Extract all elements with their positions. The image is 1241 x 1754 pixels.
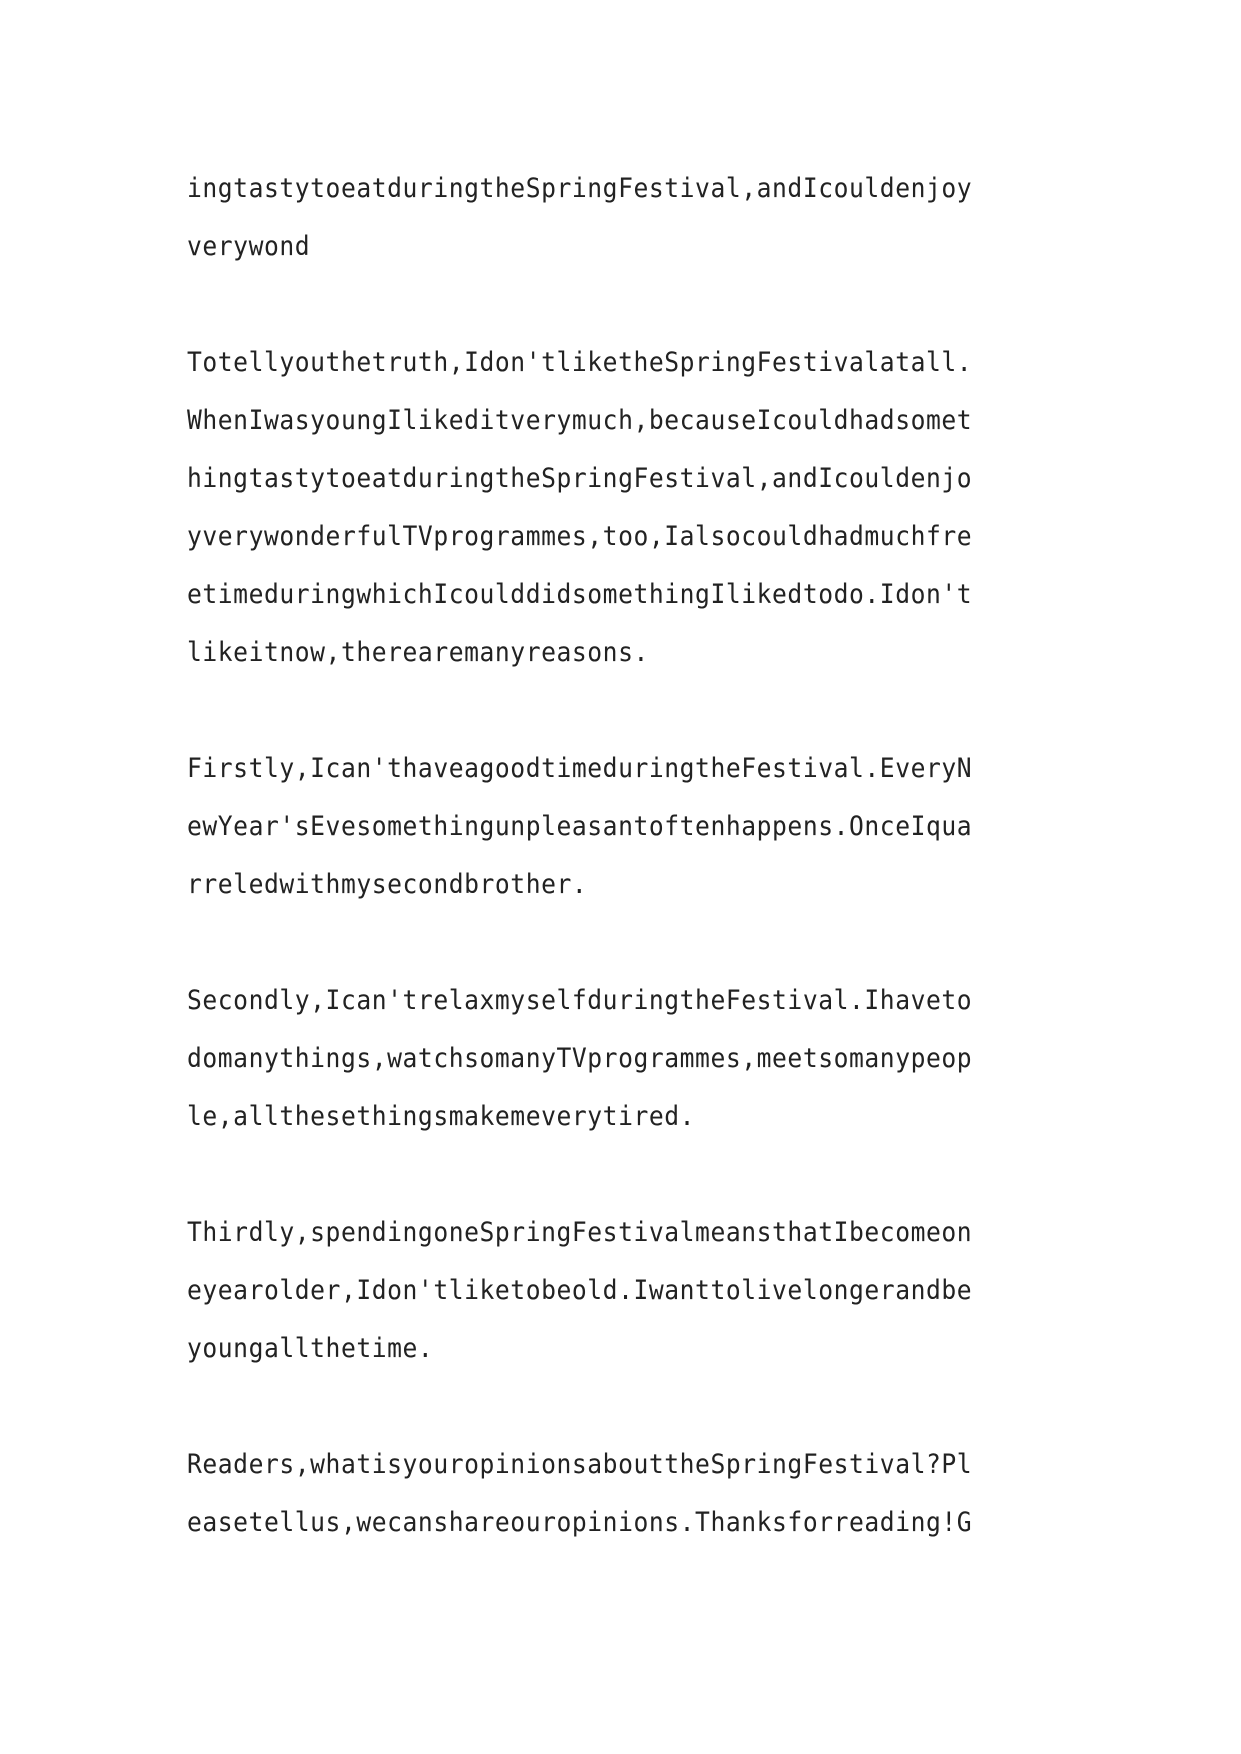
- text-line: youngallthetime.: [187, 1333, 434, 1364]
- paragraph-firstly: [187, 740, 1067, 914]
- text-line: hingtastytoeatduringtheSpringFestival,andIcouldenjo: [187, 463, 973, 494]
- text-line: Totellyouthetruth,Idon'tliketheSpringFestivalatall.: [187, 347, 973, 378]
- paragraph-continued-fragment: [187, 160, 1067, 276]
- paragraph-intro: [187, 334, 1067, 682]
- text-line: Secondly,Ican'trelaxmyselfduringtheFestival.Ihaveto: [187, 985, 973, 1016]
- text-line: Firstly,Ican'thaveagoodtimeduringtheFestival.EveryN: [187, 753, 973, 784]
- text-line: likeitnow,therearemanyreasons.: [187, 637, 649, 668]
- text-line: verywond: [187, 231, 311, 262]
- paragraph-closing: [187, 1436, 1067, 1552]
- text-line: etimeduringwhichIcoulddidsomethingIlikedtodo.Idon't: [187, 579, 973, 610]
- text-line: Readers,whatisyouropinionsabouttheSpringFestival?Pl: [187, 1449, 973, 1480]
- text-line: WhenIwasyoungIlikeditverymuch,becauseIcouldhadsomet: [187, 405, 973, 436]
- text-line: ewYear'sEvesomethingunpleasantoftenhappens.OnceIqua: [187, 811, 973, 842]
- text-line: eyearolder,Idon'tliketobeold.Iwanttolivelongerandbe: [187, 1275, 973, 1306]
- text-line: le,allthesethingsmakemeverytired.: [187, 1101, 696, 1132]
- paragraph-thirdly: [187, 1204, 1067, 1378]
- text-line: Thirdly,spendingoneSpringFestivalmeansthatIbecomeon: [187, 1217, 973, 1248]
- text-line: easetellus,wecanshareouropinions.Thanksforreading!G: [187, 1507, 973, 1538]
- document-body: [187, 160, 1067, 1610]
- text-line: yverywonderfulTVprogrammes,too,Ialsocouldhadmuchfre: [187, 521, 973, 552]
- paragraph-secondly: [187, 972, 1067, 1146]
- text-line: rreledwithmysecondbrother.: [187, 869, 588, 900]
- text-line: domanythings,watchsomanyTVprogrammes,meetsomanypeop: [187, 1043, 973, 1074]
- text-line: ingtastytoeatduringtheSpringFestival,andIcouldenjoy: [187, 173, 973, 204]
